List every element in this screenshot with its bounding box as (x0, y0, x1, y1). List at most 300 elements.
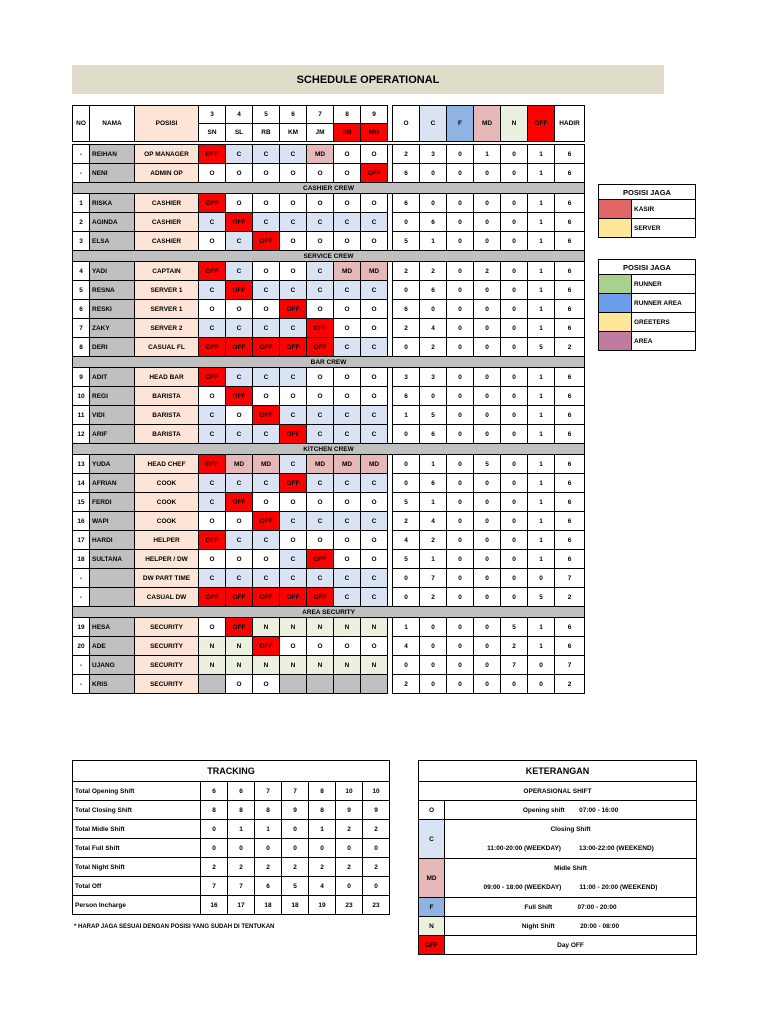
total-cell: 1 (474, 145, 501, 164)
shift-cell: O (307, 387, 334, 406)
tracking-value: 4 (309, 877, 336, 896)
table-row (73, 512, 585, 531)
tracking-value: 6 (255, 877, 282, 896)
total-cell: 0 (501, 194, 528, 213)
tracking-value: 0 (228, 839, 255, 858)
total-cell: 0 (420, 618, 447, 637)
table-row (73, 455, 585, 474)
total-cell: 2 (420, 531, 447, 550)
desc-md-name: Midle Shift (445, 859, 697, 879)
table-row (73, 425, 585, 444)
tracking-value: 8 (201, 801, 228, 820)
shift-cell: OFF (307, 588, 334, 607)
footnote: * HARAP JAGA SESUAI DENGAN POSISI YANG SUDAH DI TENTUKAN (74, 924, 275, 930)
header-date: 8 (334, 106, 361, 124)
total-cell: 6 (420, 213, 447, 232)
table-row (73, 232, 585, 251)
shift-cell: C (226, 474, 253, 493)
shift-cell: C (361, 213, 388, 232)
shift-cell: O (334, 145, 361, 164)
header-total: O (393, 106, 420, 142)
table-row (73, 493, 585, 512)
legend-label: RUNNER (632, 275, 696, 294)
total-cell: 1 (528, 232, 555, 251)
shift-cell: C (280, 406, 307, 425)
tracking-value: 1 (255, 820, 282, 839)
total-cell: 0 (393, 656, 420, 675)
total-cell: 0 (420, 637, 447, 656)
row-posisi: HELPER (135, 531, 199, 550)
total-cell: 0 (447, 474, 474, 493)
table-row (73, 637, 585, 656)
shift-cell: O (280, 531, 307, 550)
total-cell: 0 (447, 232, 474, 251)
total-cell: 0 (474, 281, 501, 300)
total-cell: 1 (528, 387, 555, 406)
shift-cell: OFF (226, 588, 253, 607)
row-no: 5 (73, 281, 90, 300)
desc-off: Day OFF (445, 936, 697, 955)
tracking-label: Total Midle Shift (73, 820, 201, 839)
total-cell: 6 (393, 300, 420, 319)
tracking-value: 2 (309, 858, 336, 877)
row-posisi: CASHIER (135, 213, 199, 232)
total-cell: 1 (420, 232, 447, 251)
row-nama: ADE (90, 637, 135, 656)
table-row (73, 618, 585, 637)
shift-cell: O (361, 319, 388, 338)
shift-cell: C (226, 232, 253, 251)
total-cell: 5 (420, 406, 447, 425)
table-row (73, 387, 585, 406)
header-day: KM (280, 124, 307, 142)
row-nama: RESKI (90, 300, 135, 319)
total-cell: 6 (555, 213, 585, 232)
tracking-value: 2 (282, 858, 309, 877)
schedule-table (72, 105, 585, 694)
total-cell: 0 (474, 164, 501, 183)
row-posisi: BARISTA (135, 387, 199, 406)
total-cell: 1 (528, 531, 555, 550)
total-cell: 0 (474, 474, 501, 493)
code-o: O (419, 801, 445, 820)
total-cell: 0 (474, 338, 501, 357)
total-cell: 0 (447, 319, 474, 338)
tracking-value: 9 (363, 801, 390, 820)
row-posisi: COOK (135, 512, 199, 531)
shift-cell: N (280, 656, 307, 675)
row-no: - (73, 145, 90, 164)
total-cell: 6 (555, 618, 585, 637)
tracking-value: 2 (228, 858, 255, 877)
shift-cell: C (307, 406, 334, 425)
row-nama: REGI (90, 387, 135, 406)
shift-cell: O (334, 368, 361, 387)
header-total: OFF (528, 106, 555, 142)
shift-cell: O (334, 232, 361, 251)
code-md: MD (419, 859, 445, 898)
row-no: 4 (73, 262, 90, 281)
row-posisi: SECURITY (135, 656, 199, 675)
shift-cell: C (253, 425, 280, 444)
total-cell: 6 (555, 387, 585, 406)
row-nama (90, 588, 135, 607)
shift-cell: OFF (280, 588, 307, 607)
shift-cell (334, 675, 361, 694)
shift-cell: C (253, 368, 280, 387)
total-cell: 0 (420, 194, 447, 213)
tracking-value: 0 (282, 839, 309, 858)
header-day: RB (253, 124, 280, 142)
total-cell: 0 (447, 300, 474, 319)
shift-cell: O (199, 387, 226, 406)
legend-label: RUNNER AREA (632, 294, 696, 313)
total-cell: 0 (501, 262, 528, 281)
total-cell: 2 (501, 637, 528, 656)
row-posisi: DW PART TIME (135, 569, 199, 588)
total-cell: 2 (420, 338, 447, 357)
total-cell: 1 (393, 406, 420, 425)
total-cell: 0 (501, 213, 528, 232)
shift-cell: OFF (280, 300, 307, 319)
total-cell: 6 (393, 164, 420, 183)
tracking-value: 2 (201, 858, 228, 877)
table-row (73, 368, 585, 387)
total-cell: 1 (528, 319, 555, 338)
shift-cell: C (226, 569, 253, 588)
total-cell: 3 (420, 145, 447, 164)
table-row (73, 656, 585, 675)
shift-cell: C (199, 281, 226, 300)
code-off: OFF (419, 936, 445, 955)
table-row (73, 588, 585, 607)
total-cell: 1 (528, 550, 555, 569)
tracking-value: 16 (201, 896, 228, 915)
shift-cell: C (199, 474, 226, 493)
section-title: BAR CREW (73, 357, 585, 368)
row-nama: YADI (90, 262, 135, 281)
tracking-value: 1 (228, 820, 255, 839)
table-row (73, 338, 585, 357)
shift-cell: C (280, 281, 307, 300)
total-cell: 0 (393, 569, 420, 588)
total-cell: 1 (528, 368, 555, 387)
shift-cell: O (361, 550, 388, 569)
total-cell: 0 (474, 588, 501, 607)
total-cell: 0 (501, 281, 528, 300)
code-n: N (419, 917, 445, 936)
shift-cell: N (253, 656, 280, 675)
shift-cell: C (307, 262, 334, 281)
shift-cell: O (226, 164, 253, 183)
legend-swatch (599, 332, 632, 351)
row-posisi: CASUAL DW (135, 588, 199, 607)
total-cell: 0 (393, 338, 420, 357)
header-posisi: POSISI (135, 106, 199, 142)
table-row (73, 406, 585, 425)
total-cell: 6 (555, 368, 585, 387)
total-cell: 4 (420, 512, 447, 531)
shift-cell: C (253, 474, 280, 493)
shift-cell: C (226, 531, 253, 550)
row-nama: YUDA (90, 455, 135, 474)
total-cell: 0 (447, 531, 474, 550)
shift-cell: C (307, 213, 334, 232)
shift-cell (307, 675, 334, 694)
total-cell: 0 (447, 588, 474, 607)
row-nama: ELSA (90, 232, 135, 251)
row-nama: UJANG (90, 656, 135, 675)
shift-cell: C (253, 569, 280, 588)
total-cell: 0 (474, 637, 501, 656)
tracking-value: 0 (309, 839, 336, 858)
header-date: 7 (307, 106, 334, 124)
total-cell: 2 (555, 588, 585, 607)
shift-cell: C (334, 213, 361, 232)
shift-cell: O (199, 618, 226, 637)
tracking-label: Person Incharge (73, 896, 201, 915)
row-no: - (73, 656, 90, 675)
shift-cell: C (199, 406, 226, 425)
keterangan-table (418, 760, 697, 955)
shift-cell: O (334, 493, 361, 512)
total-cell: 1 (420, 550, 447, 569)
table-row (73, 569, 585, 588)
shift-cell: O (361, 637, 388, 656)
table-row (73, 319, 585, 338)
total-cell: 1 (528, 512, 555, 531)
shift-cell: C (253, 281, 280, 300)
tracking-value: 7 (255, 782, 282, 801)
total-cell: 7 (420, 569, 447, 588)
total-cell: 0 (501, 550, 528, 569)
row-nama: DERI (90, 338, 135, 357)
tracking-value: 6 (201, 782, 228, 801)
shift-cell: C (280, 512, 307, 531)
total-cell: 2 (393, 512, 420, 531)
shift-cell: O (361, 531, 388, 550)
shift-cell: OFF (280, 338, 307, 357)
total-cell: 5 (393, 550, 420, 569)
shift-cell: O (199, 550, 226, 569)
total-cell: 0 (474, 213, 501, 232)
total-cell: 0 (447, 425, 474, 444)
tracking-value: 0 (201, 820, 228, 839)
tracking-label: Total Night Shift (73, 858, 201, 877)
row-no: 12 (73, 425, 90, 444)
tracking-value: 2 (336, 820, 363, 839)
total-cell: 6 (393, 387, 420, 406)
row-no: 15 (73, 493, 90, 512)
total-cell: 0 (528, 656, 555, 675)
row-no: 6 (73, 300, 90, 319)
shift-cell: OFF (199, 588, 226, 607)
total-cell: 0 (501, 145, 528, 164)
desc-c-times: 11:00-20:00 (WEEKDAY) 13:00-22:00 (WEEKEND) (445, 839, 697, 859)
shift-cell: C (199, 569, 226, 588)
shift-cell: MD (334, 262, 361, 281)
table-row (73, 858, 390, 877)
total-cell: 1 (528, 213, 555, 232)
header-total: MD (474, 106, 501, 142)
total-cell: 1 (528, 618, 555, 637)
shift-cell: C (361, 569, 388, 588)
total-cell: 0 (447, 406, 474, 425)
shift-cell: O (307, 164, 334, 183)
shift-cell: OFF (307, 338, 334, 357)
tracking-label: Total Full Shift (73, 839, 201, 858)
table-row (73, 262, 585, 281)
total-cell: 1 (528, 300, 555, 319)
row-posisi: HEAD BAR (135, 368, 199, 387)
row-posisi: SECURITY (135, 637, 199, 656)
total-cell: 1 (528, 493, 555, 512)
total-cell: 6 (555, 406, 585, 425)
shift-cell: OFF (226, 281, 253, 300)
section-title: KITCHEN CREW (73, 444, 585, 455)
total-cell: 3 (420, 368, 447, 387)
row-posisi: SECURITY (135, 675, 199, 694)
total-cell: 0 (474, 512, 501, 531)
shift-cell: O (307, 531, 334, 550)
total-cell: 1 (420, 455, 447, 474)
row-no: 19 (73, 618, 90, 637)
tracking-value: 2 (363, 820, 390, 839)
shift-cell: N (199, 637, 226, 656)
tracking-value: 2 (336, 858, 363, 877)
row-posisi: CASHIER (135, 232, 199, 251)
total-cell: 6 (555, 164, 585, 183)
total-cell: 0 (474, 300, 501, 319)
shift-cell: O (253, 493, 280, 512)
tracking-value: 7 (201, 877, 228, 896)
shift-cell: O (199, 232, 226, 251)
total-cell: 0 (474, 194, 501, 213)
shift-cell: OFF (199, 455, 226, 474)
code-c: C (419, 820, 445, 859)
tracking-value: 5 (282, 877, 309, 896)
shift-cell: O (334, 531, 361, 550)
shift-cell: O (253, 550, 280, 569)
shift-cell: N (280, 618, 307, 637)
legend-label: GREETERS (632, 313, 696, 332)
header-total: F (447, 106, 474, 142)
row-nama: WAPI (90, 512, 135, 531)
table-row (73, 213, 585, 232)
total-cell: 1 (528, 425, 555, 444)
table-row (73, 877, 390, 896)
total-cell: 6 (393, 194, 420, 213)
total-cell: 0 (501, 531, 528, 550)
row-no: - (73, 675, 90, 694)
tracking-value: 2 (255, 858, 282, 877)
row-posisi: HEAD CHEF (135, 455, 199, 474)
shift-cell: N (226, 656, 253, 675)
total-cell: 0 (420, 656, 447, 675)
total-cell: 6 (555, 194, 585, 213)
shift-cell: O (226, 194, 253, 213)
total-cell: 0 (528, 675, 555, 694)
total-cell: 0 (447, 637, 474, 656)
total-cell: 0 (474, 675, 501, 694)
table-row (73, 531, 585, 550)
shift-cell: O (199, 164, 226, 183)
total-cell: 0 (501, 493, 528, 512)
shift-cell: C (226, 368, 253, 387)
shift-cell: O (334, 550, 361, 569)
tracking-value: 23 (336, 896, 363, 915)
shift-cell: O (334, 319, 361, 338)
shift-cell: OFF (199, 262, 226, 281)
tracking-value: 0 (201, 839, 228, 858)
tracking-label: Total Off (73, 877, 201, 896)
shift-cell: N (361, 656, 388, 675)
shift-cell: N (199, 656, 226, 675)
row-no: 11 (73, 406, 90, 425)
row-nama: RISKA (90, 194, 135, 213)
posisi-jaga-legend-2 (598, 259, 696, 351)
tracking-value: 18 (255, 896, 282, 915)
total-cell: 3 (393, 368, 420, 387)
shift-cell: C (280, 145, 307, 164)
total-cell: 1 (528, 194, 555, 213)
shift-cell: C (280, 368, 307, 387)
total-cell: 5 (393, 232, 420, 251)
total-cell: 7 (501, 656, 528, 675)
shift-cell: O (226, 406, 253, 425)
shift-cell: N (307, 618, 334, 637)
table-row (73, 164, 585, 183)
row-posisi: SERVER 2 (135, 319, 199, 338)
shift-cell: C (226, 319, 253, 338)
total-cell: 0 (474, 618, 501, 637)
total-cell: 0 (420, 300, 447, 319)
total-cell: 6 (555, 637, 585, 656)
row-no: 18 (73, 550, 90, 569)
shift-cell: N (334, 656, 361, 675)
shift-cell: C (361, 588, 388, 607)
tracking-label: Total Opening Shift (73, 782, 201, 801)
total-cell: 5 (393, 493, 420, 512)
shift-cell: OFF (253, 637, 280, 656)
shift-cell: N (334, 618, 361, 637)
desc-n: Night Shift 20:00 - 08:00 (445, 917, 697, 936)
shift-cell: C (226, 145, 253, 164)
total-cell: 0 (501, 588, 528, 607)
total-cell: 2 (420, 262, 447, 281)
tracking-value: 23 (363, 896, 390, 915)
total-cell: 0 (501, 232, 528, 251)
total-cell: 6 (555, 281, 585, 300)
total-cell: 0 (474, 531, 501, 550)
row-posisi: ADMIN OP (135, 164, 199, 183)
tracking-value: 6 (228, 782, 255, 801)
row-no: - (73, 569, 90, 588)
header-day: SN (199, 124, 226, 142)
total-cell: 0 (501, 512, 528, 531)
shift-cell: OFF (226, 387, 253, 406)
shift-cell (280, 675, 307, 694)
shift-cell: OFF (361, 164, 388, 183)
shift-cell: O (253, 300, 280, 319)
shift-cell: O (280, 232, 307, 251)
row-no: - (73, 588, 90, 607)
shift-cell: C (334, 569, 361, 588)
total-cell: 2 (393, 262, 420, 281)
total-cell: 6 (420, 281, 447, 300)
shift-cell: O (280, 262, 307, 281)
row-nama: ARIF (90, 425, 135, 444)
